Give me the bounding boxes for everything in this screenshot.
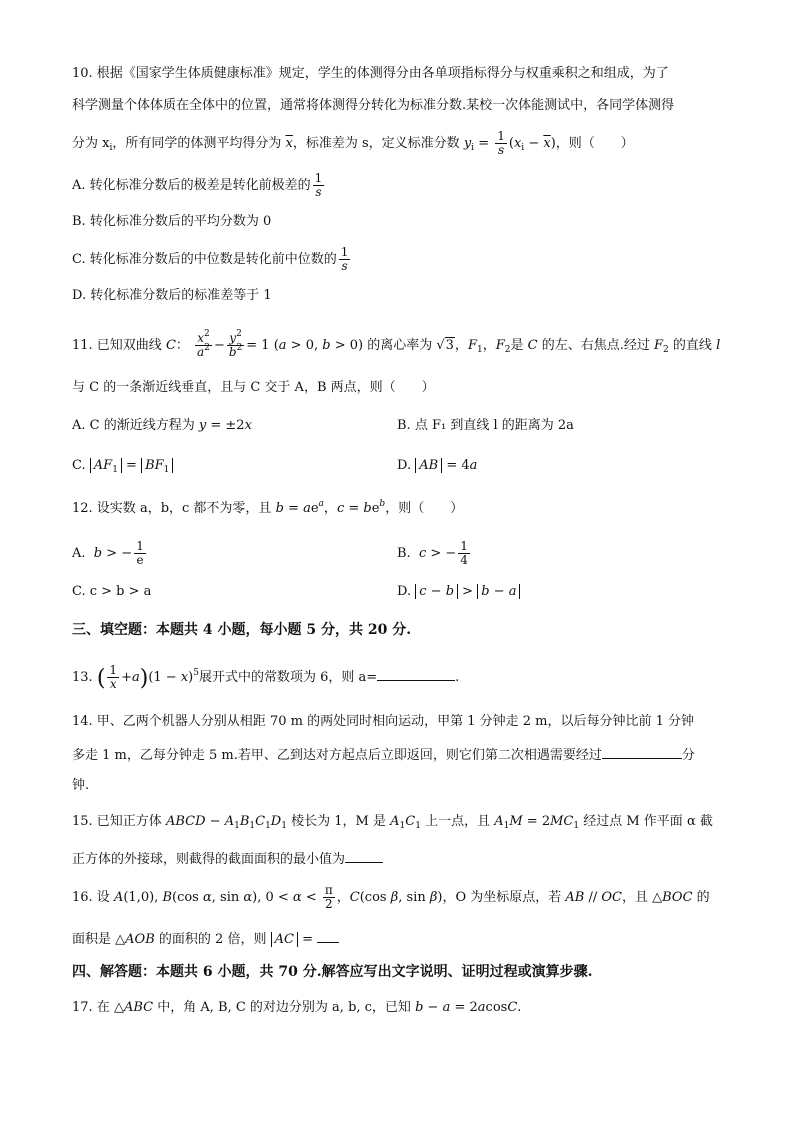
- q13-answer-blank[interactable]: [377, 666, 455, 681]
- q16-line1: 16. 设 A(1,0), B(cos α, sin α), 0 < α < $\frac{\pi}{2}$ ，C(cos β, sin β)，O 为坐标原点，若 AB // OC，且 △BOC 的: [72, 883, 710, 911]
- q11-line1: 11. 已知双曲线 C： $\frac{x^2}{a^2}$ − $\frac{y^2}{b^2}$ = 1 (a > 0, b > 0) 的离心率为 √3，$F_1$，$F_2$是 C 的左、右焦点.经过 $F_2$ 的直线 l: [72, 329, 721, 359]
- q11-option-c: C. $AF_1 = BF_1$: [72, 456, 173, 476]
- q12-option-a: A. b > − $\frac{1}{e}$: [72, 539, 144, 567]
- section-4-heading: 四、解答题：本题共 6 小题，共 70 分.解答应写出文字说明、证明过程或演算步骤.: [72, 964, 593, 980]
- q11-option-b: B. 点 F₁ 到直线 l 的距离为 2a: [397, 418, 574, 433]
- q10-option-c: C. 转化标准分数后的中位数是转化前中位数的 $\frac{1}{s}$: [72, 245, 349, 273]
- q10-line2: 科学测量个体体质在全体中的位置，通常将体测得分转化为标准分数.某校一次体能测试中，各同学体测得: [72, 98, 675, 113]
- q11-option-a: A. C 的渐近线方程为 y = ±2x: [72, 418, 252, 433]
- q14-answer-blank[interactable]: [602, 744, 682, 759]
- q12-line1: 12. 设实数 a，b，c 都不为零，且 $b = ae^a$，$c = be^b$，则（ ）: [72, 499, 464, 516]
- q10-option-d: D. 转化标准分数后的标准差等于 1: [72, 288, 272, 303]
- q10-option-a: A. 转化标准分数后的极差是转化前极差的 $\frac{1}{s}$: [72, 171, 323, 199]
- section-3-heading: 三、填空题：本题共 4 小题，每小题 5 分，共 20 分.: [72, 622, 412, 638]
- q10-line1: 10. 根据《国家学生体质健康标准》规定，学生的体测得分由各单项指标得分与权重乘积之和组成，为了: [72, 66, 669, 81]
- q15-answer-blank[interactable]: [345, 848, 383, 863]
- q15-line2: 正方体的外接球，则截得的截面面积的最小值为: [72, 848, 383, 870]
- q13-line: 13. ( $\frac{1}{x}$ $+a)(1 - x)^5$展开式中的常数项为 6，则 a= .: [72, 663, 460, 691]
- q14-line3: 钟.: [72, 778, 90, 793]
- q14-line1: 14. 甲、乙两个机器人分别从相距 70 m 的两处同时相向运动，甲第 1 分钟走 2 m，以后每分钟比前 1 分钟: [72, 714, 695, 729]
- q10-line3: 分为 $x_i$，所有同学的体测平均得分为 $\overline{x}$，标准差为 s，定义标准分数 $y_i$ = $\frac{1}{s}$ $(x_i - \overline{x})$，则（ ）: [72, 129, 634, 157]
- q16-answer-blank[interactable]: [317, 928, 339, 943]
- q16-line2: 面积是 △AOB 的面积的 2 倍，则 AC =: [72, 928, 339, 950]
- q17-line1: 17. 在 △ABC 中，角 A, B, C 的对边分别为 a, b, c，已知 b − a = 2acosC.: [72, 1000, 522, 1015]
- q12-option-c: C. c > b > a: [72, 584, 152, 599]
- q11-line2: 与 C 的一条渐近线垂直，且与 C 交于 A，B 两点，则（ ）: [72, 380, 435, 395]
- q15-line1: 15. 已知正方体 ABCD − $A_1B_1C_1D_1$ 棱长为 1，M 是 $A_1C_1$ 上一点，且 $A_1M = 2MC_1$ 经过点 M 作平面 α 截: [72, 814, 713, 831]
- q12-option-b: B. c > − $\frac{1}{4}$: [397, 539, 468, 567]
- q10-option-b: B. 转化标准分数后的平均分数为 0: [72, 214, 272, 229]
- q14-line2: 多走 1 m，乙每分钟走 5 m.若甲、乙到达对方起点后立即返回，则它们第二次相遇需要经过 分: [72, 744, 695, 766]
- q12-option-d: D. c − b > b − a: [397, 582, 520, 602]
- q11-option-d: D. AB = 4a: [397, 458, 478, 473]
